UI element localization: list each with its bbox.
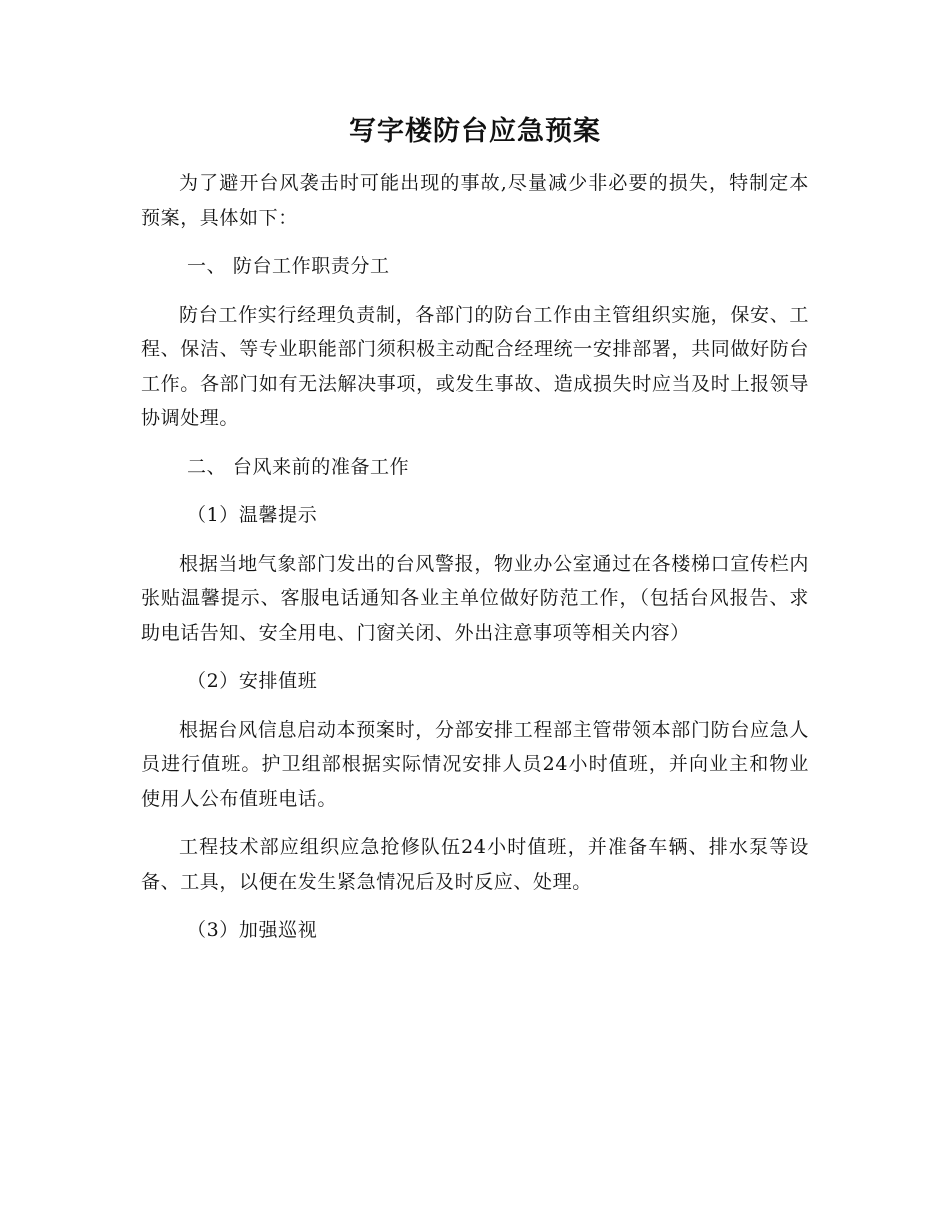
subsection-1-paragraph: 根据当地气象部门发出的台风警报，物业办公室通过在各楼梯口宣传栏内张贴温馨提示、客服电话通知各业主单位做好防范工作，（包括台风报告、求助电话告知、安全用电、门窗关闭、外出注意事项等相关内容） bbox=[141, 552, 809, 644]
section-1-paragraph: 防台工作实行经理负责制，各部门的防台工作由主管组织实施，保安、工程、保洁、等专业职能部门须积极主动配合经理统一安排部署，共同做好防台工作。各部门如有无法解决事项，或发生事故、造成损失时应当及时上报领导协调处理。 bbox=[141, 303, 809, 429]
subsection-3-heading: （3）加强巡视 bbox=[187, 919, 318, 941]
subsection-1-heading: （1）温馨提示 bbox=[187, 504, 318, 526]
intro-paragraph: 为了避开台风袭击时可能出现的事故,尽量减少非必要的损失，特制定本预案，具体如下： bbox=[141, 172, 809, 229]
section-1-heading: 一、 防台工作职责分工 bbox=[187, 255, 390, 277]
document-body bbox=[141, 166, 809, 948]
subsection-2-paragraph-1: 根据台风信息启动本预案时，分部安排工程部主管带领本部门防台应急人员进行值班。护卫组部根据实际情况安排人员24小时值班，并向业主和物业使用人公布值班电话。 bbox=[141, 718, 809, 810]
subsection-2-heading: （2）安排值班 bbox=[187, 670, 318, 692]
document-title: 写字楼防台应急预案 bbox=[349, 116, 601, 147]
subsection-2-paragraph-2: 工程技术部应组织应急抢修队伍24小时值班，并准备车辆、排水泵等设备、工具，以便在发生紧急情况后及时反应、处理。 bbox=[141, 836, 809, 893]
section-2-heading: 二、 台风来前的准备工作 bbox=[187, 455, 410, 478]
